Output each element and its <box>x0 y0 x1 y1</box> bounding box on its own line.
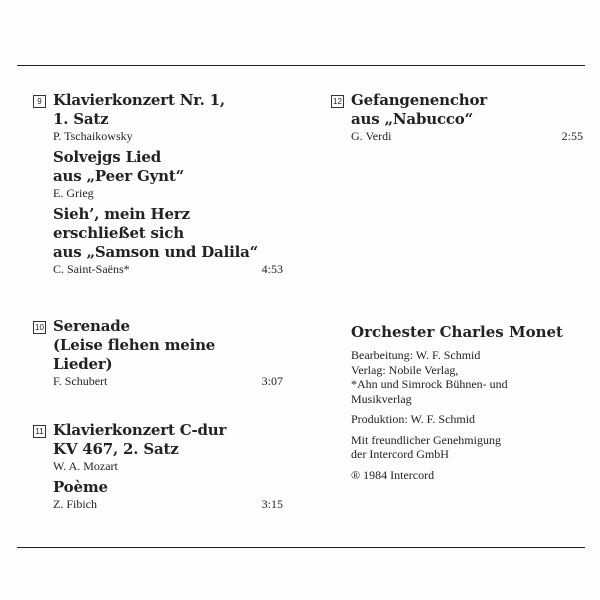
composer: G. Verdi <box>351 129 392 143</box>
piece-title: Klavierkonzert C-dur KV 467, 2. Satz <box>53 421 227 458</box>
composer: F. Schubert <box>53 374 108 388</box>
piece-title: Klavierkonzert Nr. 1, 1. Satz <box>53 91 225 128</box>
composer-row <box>53 497 283 511</box>
composer-row <box>53 262 283 276</box>
arrangement: Bearbeitung: W. F. Schmid <box>351 348 481 362</box>
track-10 <box>33 317 283 388</box>
permission-line: der Intercord GmbH <box>351 447 449 461</box>
composer: E. Grieg <box>53 186 94 200</box>
track-11 <box>33 421 283 511</box>
composer: W. A. Mozart <box>53 459 118 473</box>
composer: Z. Fibich <box>53 497 97 511</box>
track-12 <box>331 91 583 143</box>
copyright: ® 1984 Intercord <box>351 467 435 482</box>
right-column <box>331 91 583 482</box>
piece-title: Gefangenenchor aus „Nabucco“ <box>351 91 487 128</box>
composer: P. Tschaikowsky <box>53 129 133 143</box>
publisher-line: Musikverlag <box>351 391 412 406</box>
piece-title: Poème <box>53 478 108 496</box>
duration: 3:07 <box>261 374 283 388</box>
bottom-rule <box>17 547 585 548</box>
duration: 3:15 <box>261 497 283 511</box>
track-number: 12 <box>331 95 344 108</box>
publisher-line: *Ahn und Simrock Bühnen- und <box>351 377 508 391</box>
composer-row <box>53 374 283 388</box>
orchestra-heading: Orchester Charles Monet <box>351 323 563 341</box>
top-rule <box>17 65 585 66</box>
duration: 4:53 <box>261 262 283 276</box>
piece-title: Sieh’, mein Herz erschließet sich aus „Samson und Dalila“ <box>53 205 259 261</box>
production: Produktion: W. F. Schmid <box>351 412 476 426</box>
track-9 <box>33 91 283 276</box>
publisher-line: Verlag: Nobile Verlag, <box>351 362 459 377</box>
left-column <box>33 91 283 516</box>
track-number: 11 <box>33 425 46 438</box>
piece-title: Serenade (Leise flehen meine Lieder) <box>53 317 216 373</box>
permission-line: Mit freundlicher Genehmigung <box>351 432 501 447</box>
composer-row <box>351 129 583 143</box>
composer: C. Saint-Saëns* <box>53 262 130 276</box>
duration: 2:55 <box>561 129 583 143</box>
track-number: 9 <box>33 95 46 108</box>
piece-title: Solvejgs Lied aus „Peer Gynt“ <box>53 148 184 185</box>
track-number: 10 <box>33 321 46 334</box>
credits <box>351 348 583 482</box>
